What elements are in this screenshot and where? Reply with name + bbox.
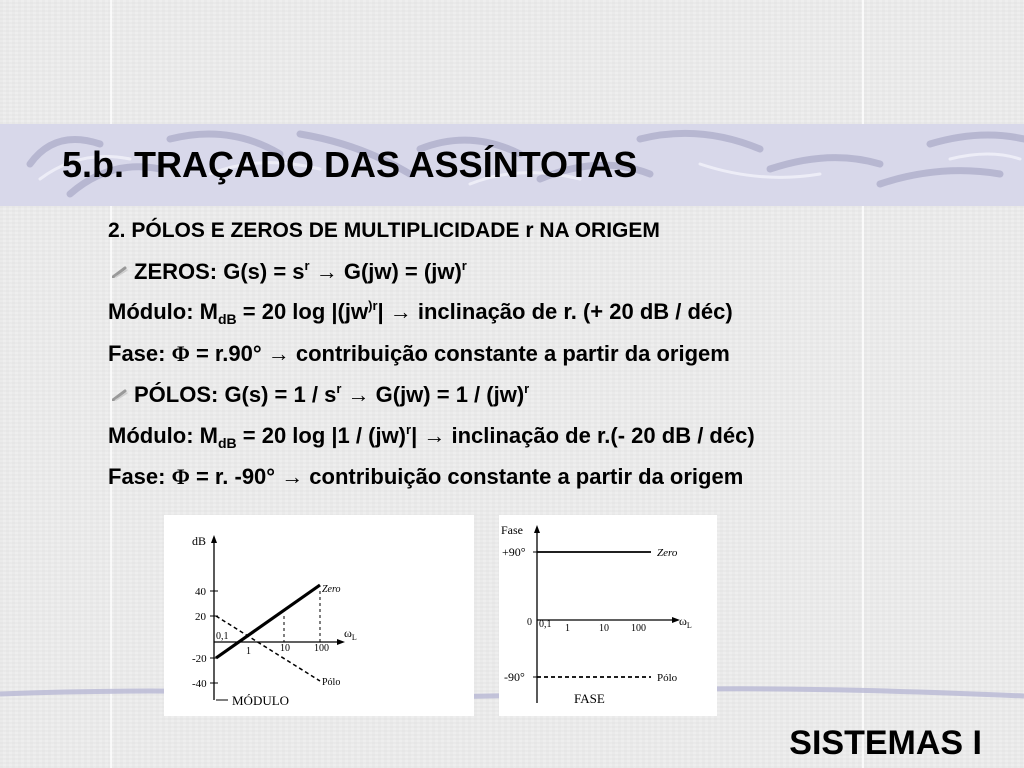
zeros-fase-b: = r.90° → contribuição constante a partir da origem	[189, 341, 730, 366]
y-tick-label: -20	[192, 653, 207, 665]
polos-text-a: PÓLOS: G(s) = 1 / s	[134, 382, 337, 407]
x-tick-label: 10	[280, 643, 290, 654]
x-tick-label: 10	[599, 623, 609, 634]
x-tick-label: 0,1	[216, 631, 229, 642]
polos-modulo-a: Módulo: M	[108, 423, 218, 448]
fase-plot-panel	[499, 515, 717, 716]
x-axis-label	[679, 614, 692, 630]
zero-label: Zero	[657, 547, 678, 559]
polos-bullet-line	[112, 382, 529, 408]
x-tick-label: 1	[246, 646, 251, 657]
zeros-fase-line	[108, 341, 730, 367]
zeros-fase-a: Fase:	[108, 341, 172, 366]
zero-asymptote-line	[216, 585, 320, 658]
fase-plot	[499, 515, 717, 716]
polos-modulo-c: | → inclinação de r.(- 20 dB / déc)	[411, 423, 755, 448]
x-tick-label: 0	[527, 617, 532, 628]
polos-fase-line	[108, 464, 743, 490]
zero-label: Zero	[322, 584, 341, 595]
y-tick-label: 20	[195, 611, 206, 623]
zeros-modulo-sup: )r	[368, 298, 378, 313]
section-heading	[108, 219, 660, 243]
zeros-text-b: → G(jw) = (jw)	[309, 259, 462, 284]
modulo-plot-panel	[164, 515, 474, 716]
y-axis-arrow	[211, 535, 217, 543]
slide-title: 5.b. TRAÇADO DAS ASSÍNTOTAS	[62, 144, 638, 185]
x-tick-label: 0,1	[539, 619, 552, 630]
bullet-icon	[112, 389, 128, 401]
phi-symbol: Φ	[171, 341, 190, 366]
y-tick-label: +90°	[502, 545, 526, 559]
polos-sup-2: r	[524, 381, 530, 396]
y-tick-label: -40	[192, 678, 207, 690]
y-tick-label: 40	[195, 586, 206, 598]
zeros-text-a: ZEROS: G(s) = s	[134, 259, 305, 284]
x-axis-sub: L	[351, 633, 357, 642]
polos-text-b: → G(jw) = 1 / (jw)	[341, 382, 525, 407]
footer-course-name: SISTEMAS I	[789, 724, 982, 762]
polos-fase-a: Fase:	[108, 464, 172, 489]
zeros-modulo-line	[108, 299, 733, 325]
x-axis-omega: ω	[679, 614, 687, 628]
y-axis-arrow	[534, 525, 540, 533]
polo-label: Pólo	[322, 677, 341, 688]
zeros-modulo-a: Módulo: M	[108, 299, 218, 324]
polo-label: Pólo	[657, 672, 678, 684]
modulo-plot	[164, 515, 474, 716]
polos-modulo-sup: r	[406, 422, 412, 437]
x-tick-label: 100	[631, 623, 646, 634]
polos-sup-1: r	[336, 381, 342, 396]
x-tick-label: 1	[565, 623, 570, 634]
polos-fase-b: = r. -90° → contribuição constante a partir da origem	[189, 464, 744, 489]
zeros-sup-2: r	[461, 258, 467, 273]
x-axis-omega: ω	[344, 626, 352, 640]
zeros-modulo-c: | → inclinação de r. (+ 20 dB / déc)	[377, 299, 733, 324]
fase-caption: FASE	[574, 691, 605, 706]
polos-modulo-sub: dB	[217, 435, 237, 451]
polos-modulo-b: = 20 log |1 / (jw)	[236, 423, 407, 448]
bullet-icon	[112, 266, 128, 278]
zeros-bullet-line	[112, 259, 467, 285]
y-axis-label: Fase	[501, 523, 523, 537]
x-axis-sub: L	[686, 621, 692, 630]
zeros-modulo-sub: dB	[217, 311, 237, 327]
x-axis-label	[344, 626, 357, 642]
phi-symbol: Φ	[171, 464, 190, 489]
background-line	[862, 0, 864, 768]
modulo-caption: MÓDULO	[232, 693, 290, 708]
zeros-modulo-b: = 20 log |(jw	[236, 299, 369, 324]
x-tick-label: 100	[314, 643, 329, 654]
zeros-sup-1: r	[304, 258, 310, 273]
y-axis-label: dB	[192, 534, 207, 548]
polos-modulo-line	[108, 423, 755, 449]
heading-text: 2. PÓLOS E ZEROS DE MULTIPLICIDADE r NA ORIGEM	[108, 219, 660, 242]
y-tick-label: -90°	[504, 670, 525, 684]
